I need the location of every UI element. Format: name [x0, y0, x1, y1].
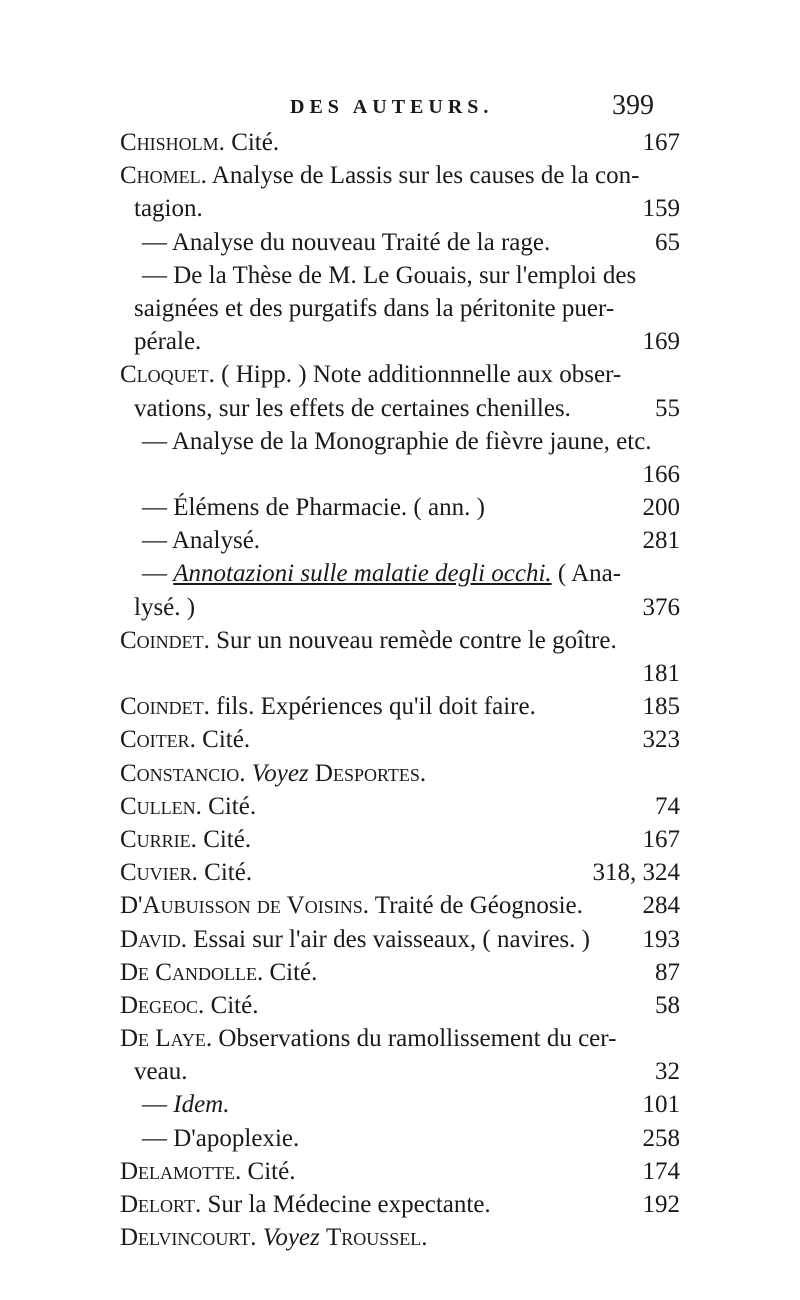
page-reference: 167 [642, 825, 680, 853]
author-name: Chisholm. [120, 129, 225, 156]
page-reference: 58 [655, 991, 680, 1019]
entry-text: lysé. ) [134, 593, 196, 621]
index-line [120, 790, 680, 823]
entry-text: — Analyse du nouveau Traité de la rage. [142, 228, 551, 256]
author-name: David. [120, 925, 187, 953]
entry-text: Observations du ramollissement du cer- [212, 1025, 617, 1053]
cross-reference-name: Desportes. [314, 759, 427, 787]
entry-text: — [142, 1091, 174, 1119]
page-reference: 376 [642, 593, 680, 621]
entry-text: Essai sur l'air des vaisseaux, ( navires. ) [186, 925, 590, 953]
entry-text: vations, sur les effets de certaines chenilles. [134, 394, 571, 422]
author-name: Currie. [120, 825, 197, 853]
index-line [120, 690, 680, 723]
author-name: Cullen. [120, 792, 202, 820]
index-line [120, 624, 680, 657]
index-line [120, 524, 680, 557]
page-reference: 185 [642, 693, 680, 721]
index-line [120, 292, 680, 325]
entry-text: Analyse de Lassis sur les causes de la con- [206, 162, 640, 190]
index-line [120, 557, 680, 590]
index-line [120, 126, 680, 159]
entry-text: ( Hipp. ) Note additionnnelle aux obser- [214, 361, 622, 389]
page-reference: 166 [642, 460, 680, 488]
entry-text: Cité. [204, 991, 259, 1019]
page-reference: 55 [655, 394, 680, 422]
index-line [120, 458, 680, 491]
page-reference: 87 [655, 958, 680, 986]
index-line [120, 989, 680, 1022]
author-name: Constancio. [120, 759, 246, 787]
entry-italic: Idem. [173, 1091, 230, 1119]
index-line [120, 591, 680, 624]
author-name: Coiter. [120, 726, 196, 754]
page-reference: 318, 324 [592, 859, 680, 887]
page-reference: 181 [642, 660, 680, 687]
index-line [120, 1088, 680, 1121]
index-line [120, 1055, 680, 1088]
index-line [120, 657, 680, 690]
page-reference: 258 [642, 1124, 680, 1152]
entry-text: Cité. [224, 129, 280, 156]
entry-italic: Voyez [251, 759, 309, 787]
author-name: Delvincourt. [120, 1224, 257, 1252]
page-reference: 200 [642, 494, 680, 522]
index-line [120, 956, 680, 989]
entry-text: Sur un nouveau remède contre le goître. [209, 626, 617, 654]
page-reference: 101 [642, 1091, 680, 1119]
index-line [120, 1221, 680, 1254]
index-line [120, 491, 680, 524]
entry-text: Traité de Géognosie. [369, 892, 583, 920]
entry-text: Cité. [263, 958, 318, 986]
index-line [120, 757, 680, 790]
author-name: Cuvier. [120, 859, 198, 887]
entry-text: Cité. [196, 825, 252, 853]
index-line [120, 889, 680, 922]
page-reference: 32 [655, 1058, 680, 1086]
author-name: Degeoc. [120, 991, 205, 1019]
entry-text: Sur la Médecine expectante. [201, 1191, 491, 1218]
entry-text: saignées et des purgatifs dans la péritonite puer- [134, 294, 615, 322]
entry-text: Cité. [241, 1157, 296, 1185]
entry-text: — [142, 560, 174, 588]
index-line [120, 159, 680, 192]
index-line [120, 392, 680, 425]
index-line [120, 192, 680, 225]
entry-text: Cité. [201, 792, 257, 820]
index-line [120, 259, 680, 292]
index-line [120, 325, 680, 358]
index-line [120, 923, 680, 956]
page-number: 399 [612, 90, 654, 121]
index-line [120, 1122, 680, 1155]
page-reference: 192 [642, 1191, 680, 1218]
page-reference: 281 [642, 527, 680, 555]
index-line [120, 226, 680, 259]
entry-text: pérale. [134, 328, 202, 356]
entry-text: Cité. [197, 859, 253, 887]
entry-text: — D'apoplexie. [142, 1124, 300, 1152]
page-reference: 167 [642, 129, 680, 156]
page-reference: 159 [642, 195, 680, 223]
entry-text: — Analyse de la Monographie de fièvre jaune, etc. [142, 427, 652, 455]
index-line [120, 1188, 680, 1221]
author-name: Coindet. [120, 626, 210, 654]
entry-text: — Analysé. [142, 527, 261, 555]
author-name: Cloquet. [120, 361, 215, 389]
page-reference: 284 [642, 892, 680, 920]
author-name: Delort. [120, 1191, 202, 1218]
index-line [120, 1022, 680, 1055]
author-name: De Laye. [120, 1025, 213, 1053]
cross-reference-name: Troussel. [325, 1224, 428, 1252]
index-line [120, 425, 680, 458]
entry-text: tagion. [134, 195, 203, 223]
entry-text-after: ( Ana- [551, 560, 622, 588]
page-reference: 323 [642, 726, 680, 754]
author-name: D'Aubuisson de Voisins. [120, 892, 369, 920]
page-reference: 74 [655, 792, 680, 820]
entry-text: fils. Expériences qu'il doit faire. [209, 693, 536, 721]
entry-italic: Annotazioni sulle malatie degli occhi. [173, 560, 552, 588]
index-line [120, 1155, 680, 1188]
entry-text: — Élémens de Pharmacie. ( ann. ) [142, 494, 485, 522]
index-entries [120, 126, 680, 1254]
entry-text: — De la Thèse de M. Le Gouais, sur l'emploi des [142, 261, 637, 289]
index-line [120, 856, 680, 889]
author-name: Coindet. [120, 693, 210, 721]
page-reference: 169 [642, 328, 680, 356]
index-line [120, 723, 680, 756]
entry-text: Cité. [195, 726, 251, 754]
author-name: Delamotte. [120, 1157, 242, 1185]
page-reference: 65 [655, 228, 680, 256]
index-line [120, 823, 680, 856]
author-name: Chomel. [120, 162, 207, 190]
author-name: De Candolle. [120, 958, 264, 986]
page-reference: 193 [642, 925, 680, 953]
header-title: DES AUTEURS. [290, 96, 494, 118]
index-line [120, 358, 680, 391]
entry-text: veau. [134, 1058, 188, 1086]
entry-italic: Voyez [262, 1224, 320, 1252]
page-reference: 174 [642, 1157, 680, 1185]
